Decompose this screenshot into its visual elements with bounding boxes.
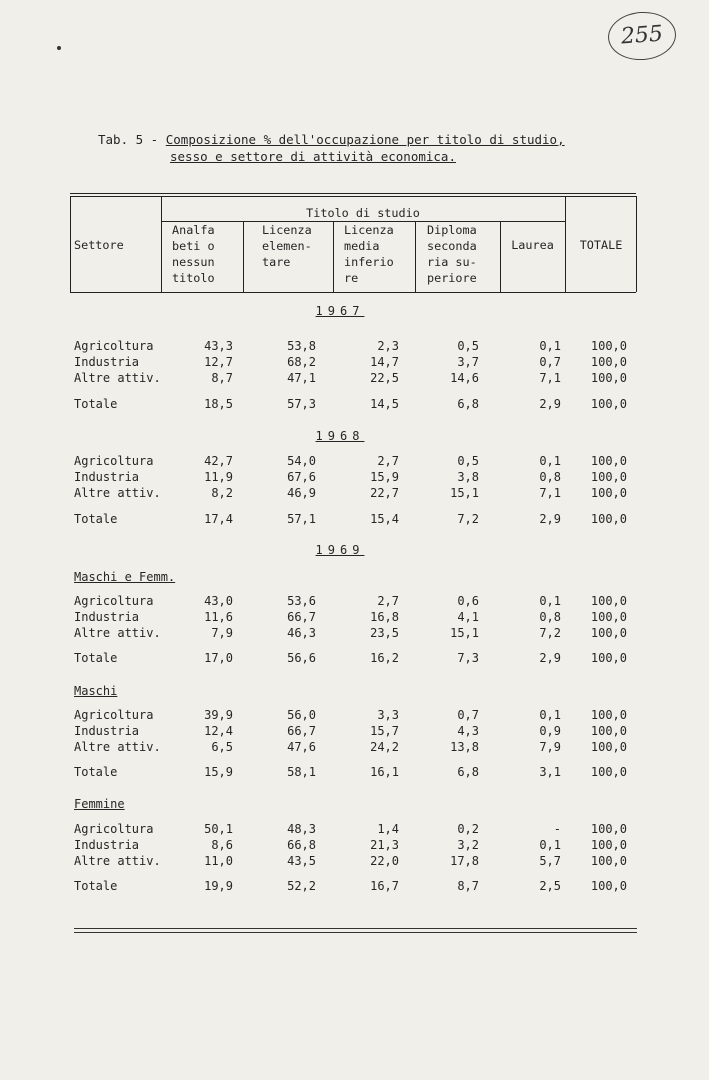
group-heading-maschi-e-femmine: Maschi e Femm. <box>74 570 176 584</box>
cell-licenza-elementare: 46,9 <box>287 486 316 500</box>
row-label: Agricoltura <box>74 339 154 353</box>
cell-licenza-media: 16,1 <box>370 765 399 779</box>
group-heading-maschi: Maschi <box>74 684 118 698</box>
cell-analfabeti: 43,3 <box>204 339 233 353</box>
table-row <box>0 723 709 739</box>
cell-diploma: 17,8 <box>450 854 479 868</box>
cell-licenza-elementare: 53,8 <box>287 339 316 353</box>
cell-totale: 100,0 <box>590 626 627 640</box>
header-line: seconda <box>427 239 477 253</box>
cell-diploma: 15,1 <box>450 486 479 500</box>
total-row <box>0 511 709 527</box>
cell-totale: 100,0 <box>590 470 627 484</box>
cell-analfabeti: 11,0 <box>204 854 233 868</box>
table-row <box>0 338 709 354</box>
cell-analfabeti: 42,7 <box>204 454 233 468</box>
row-label: Totale <box>74 512 118 526</box>
table-row <box>0 469 709 485</box>
cell-analfabeti: 8,7 <box>211 371 233 385</box>
table-row <box>0 837 709 853</box>
cell-analfabeti: 11,6 <box>204 610 233 624</box>
cell-totale: 100,0 <box>590 339 627 353</box>
header-divider <box>415 221 416 292</box>
cell-licenza-elementare: 56,6 <box>287 651 316 665</box>
cell-laurea: - <box>553 822 561 836</box>
total-row <box>0 396 709 412</box>
year-heading-1967 <box>290 304 390 318</box>
cell-analfabeti: 6,5 <box>211 740 233 754</box>
cell-totale: 100,0 <box>590 740 627 754</box>
header-line: media <box>344 239 380 253</box>
cell-licenza-media: 2,7 <box>377 454 399 468</box>
cell-totale: 100,0 <box>590 454 627 468</box>
cell-diploma: 4,3 <box>457 724 479 738</box>
cell-licenza-media: 15,9 <box>370 470 399 484</box>
row-label: Industria <box>74 724 140 738</box>
cell-laurea: 0,1 <box>539 708 561 722</box>
cell-analfabeti: 18,5 <box>204 397 233 411</box>
cell-licenza-elementare: 52,2 <box>287 879 316 893</box>
cell-totale: 100,0 <box>590 765 627 779</box>
table-row <box>0 609 709 625</box>
cell-laurea: 7,9 <box>539 740 561 754</box>
cell-totale: 100,0 <box>590 512 627 526</box>
header-bottom-border <box>70 292 636 293</box>
cell-laurea: 0,1 <box>539 454 561 468</box>
table-row <box>0 354 709 370</box>
header-top-border <box>70 193 636 194</box>
cell-laurea: 7,2 <box>539 626 561 640</box>
table-caption <box>98 131 565 165</box>
cell-licenza-media: 16,8 <box>370 610 399 624</box>
cell-licenza-elementare: 48,3 <box>287 822 316 836</box>
cell-licenza-elementare: 47,6 <box>287 740 316 754</box>
cell-analfabeti: 43,0 <box>204 594 233 608</box>
cell-licenza-media: 14,5 <box>370 397 399 411</box>
cell-laurea: 0,8 <box>539 470 561 484</box>
row-label: Altre attiv. <box>74 371 161 385</box>
cell-diploma: 7,2 <box>457 512 479 526</box>
cell-licenza-elementare: 56,0 <box>287 708 316 722</box>
table-row <box>0 707 709 723</box>
row-label: Altre attiv. <box>74 854 161 868</box>
cell-licenza-media: 2,7 <box>377 594 399 608</box>
cell-laurea: 0,1 <box>539 594 561 608</box>
cell-diploma: 8,7 <box>457 879 479 893</box>
page-number-stamp: 255 <box>606 10 677 63</box>
table-row <box>0 739 709 755</box>
cell-licenza-elementare: 47,1 <box>287 371 316 385</box>
cell-laurea: 0,7 <box>539 355 561 369</box>
cell-diploma: 4,1 <box>457 610 479 624</box>
header-line: beti o <box>172 239 215 253</box>
cell-laurea: 0,9 <box>539 724 561 738</box>
cell-licenza-media: 22,0 <box>370 854 399 868</box>
table-row <box>0 485 709 501</box>
cell-licenza-media: 23,5 <box>370 626 399 640</box>
cell-diploma: 15,1 <box>450 626 479 640</box>
table-row <box>0 853 709 869</box>
cell-totale: 100,0 <box>590 708 627 722</box>
cell-laurea: 2,9 <box>539 651 561 665</box>
table-row <box>0 370 709 386</box>
year-heading-1969 <box>290 543 390 557</box>
cell-licenza-elementare: 57,1 <box>287 512 316 526</box>
header-line: periore <box>427 271 477 285</box>
cell-analfabeti: 17,4 <box>204 512 233 526</box>
cell-laurea: 2,9 <box>539 512 561 526</box>
row-label: Agricoltura <box>74 822 154 836</box>
cell-licenza-media: 24,2 <box>370 740 399 754</box>
cell-diploma: 0,2 <box>457 822 479 836</box>
cell-diploma: 7,3 <box>457 651 479 665</box>
cell-laurea: 2,5 <box>539 879 561 893</box>
cell-totale: 100,0 <box>590 594 627 608</box>
header-line: re <box>344 271 359 285</box>
cell-licenza-elementare: 66,7 <box>287 724 316 738</box>
cell-licenza-media: 16,7 <box>370 879 399 893</box>
header-line: Analfa <box>172 223 215 237</box>
cell-totale: 100,0 <box>590 355 627 369</box>
cell-licenza-media: 22,5 <box>370 371 399 385</box>
header-col-diploma <box>427 222 477 286</box>
cell-analfabeti: 7,9 <box>211 626 233 640</box>
row-label: Altre attiv. <box>74 486 161 500</box>
cell-licenza-elementare: 57,3 <box>287 397 316 411</box>
header-divider <box>243 221 244 292</box>
header-divider <box>500 221 501 292</box>
cell-laurea: 5,7 <box>539 854 561 868</box>
cell-laurea: 0,8 <box>539 610 561 624</box>
cell-diploma: 3,7 <box>457 355 479 369</box>
cell-totale: 100,0 <box>590 724 627 738</box>
caption-label: Tab. 5 - <box>98 132 159 147</box>
row-label: Industria <box>74 610 140 624</box>
year-label: 1967 <box>315 304 365 318</box>
header-col-laurea <box>500 237 565 253</box>
cell-analfabeti: 50,1 <box>204 822 233 836</box>
cell-licenza-elementare: 54,0 <box>287 454 316 468</box>
header-col-licenza-elementare <box>262 222 312 270</box>
cell-analfabeti: 39,9 <box>204 708 233 722</box>
header-settore: Settore <box>74 238 124 252</box>
header-line: tare <box>262 255 291 269</box>
cell-analfabeti: 17,0 <box>204 651 233 665</box>
cell-laurea: 0,1 <box>539 838 561 852</box>
header-line: elemen- <box>262 239 312 253</box>
header-line: nessun <box>172 255 215 269</box>
cell-licenza-elementare: 46,3 <box>287 626 316 640</box>
row-label: Agricoltura <box>74 454 154 468</box>
header-line: ria su- <box>427 255 477 269</box>
total-row <box>0 764 709 780</box>
row-label: Altre attiv. <box>74 740 161 754</box>
cell-licenza-elementare: 66,8 <box>287 838 316 852</box>
ink-speck <box>57 46 61 50</box>
header-top-border-double <box>70 196 636 197</box>
cell-licenza-elementare: 66,7 <box>287 610 316 624</box>
cell-licenza-media: 15,7 <box>370 724 399 738</box>
cell-licenza-media: 3,3 <box>377 708 399 722</box>
header-col-analfabeti <box>172 222 215 286</box>
caption-title-line1: Composizione % dell'occupazione per titolo di studio, <box>165 132 565 147</box>
header-group-title: Titolo di studio <box>306 206 420 220</box>
cell-diploma: 0,7 <box>457 708 479 722</box>
year-label: 1968 <box>315 429 365 443</box>
row-label: Totale <box>74 879 118 893</box>
table-row <box>0 453 709 469</box>
cell-diploma: 6,8 <box>457 397 479 411</box>
cell-licenza-media: 16,2 <box>370 651 399 665</box>
cell-laurea: 3,1 <box>539 765 561 779</box>
cell-analfabeti: 19,9 <box>204 879 233 893</box>
cell-analfabeti: 8,6 <box>211 838 233 852</box>
cell-totale: 100,0 <box>590 854 627 868</box>
header-line: Laurea <box>511 238 554 252</box>
caption-title-line2: sesso e settore di attività economica. <box>170 149 456 164</box>
table-row <box>0 625 709 641</box>
row-label: Agricoltura <box>74 594 154 608</box>
cell-diploma: 0,5 <box>457 454 479 468</box>
row-label: Agricoltura <box>74 708 154 722</box>
row-label: Industria <box>74 355 140 369</box>
year-label: 1969 <box>315 543 365 557</box>
row-label: Altre attiv. <box>74 626 161 640</box>
row-label: Totale <box>74 765 118 779</box>
cell-analfabeti: 12,7 <box>204 355 233 369</box>
cell-licenza-media: 21,3 <box>370 838 399 852</box>
row-label: Industria <box>74 838 140 852</box>
cell-diploma: 6,8 <box>457 765 479 779</box>
table-row <box>0 821 709 837</box>
cell-licenza-media: 1,4 <box>377 822 399 836</box>
year-heading-1968 <box>290 429 390 443</box>
header-line: Licenza <box>344 223 394 237</box>
cell-totale: 100,0 <box>590 822 627 836</box>
total-row <box>0 878 709 894</box>
row-label: Totale <box>74 651 118 665</box>
header-col-licenza-media <box>344 222 394 286</box>
total-row <box>0 650 709 666</box>
cell-totale: 100,0 <box>590 397 627 411</box>
cell-totale: 100,0 <box>590 879 627 893</box>
header-line: inferio <box>344 255 394 269</box>
cell-analfabeti: 11,9 <box>204 470 233 484</box>
header-line: titolo <box>172 271 215 285</box>
cell-totale: 100,0 <box>590 651 627 665</box>
header-col-totale <box>565 237 637 253</box>
cell-analfabeti: 8,2 <box>211 486 233 500</box>
header-divider <box>333 221 334 292</box>
cell-licenza-elementare: 43,5 <box>287 854 316 868</box>
table-row <box>0 593 709 609</box>
cell-laurea: 7,1 <box>539 371 561 385</box>
cell-licenza-media: 2,3 <box>377 339 399 353</box>
cell-analfabeti: 12,4 <box>204 724 233 738</box>
cell-diploma: 13,8 <box>450 740 479 754</box>
cell-analfabeti: 15,9 <box>204 765 233 779</box>
cell-licenza-media: 14,7 <box>370 355 399 369</box>
row-label: Totale <box>74 397 118 411</box>
cell-totale: 100,0 <box>590 486 627 500</box>
cell-licenza-media: 15,4 <box>370 512 399 526</box>
group-heading-femmine: Femmine <box>74 797 125 811</box>
table-end-double-rule <box>74 928 637 933</box>
cell-totale: 100,0 <box>590 838 627 852</box>
cell-laurea: 0,1 <box>539 339 561 353</box>
header-left-border <box>70 196 71 292</box>
cell-totale: 100,0 <box>590 371 627 385</box>
cell-laurea: 7,1 <box>539 486 561 500</box>
cell-totale: 100,0 <box>590 610 627 624</box>
cell-diploma: 14,6 <box>450 371 479 385</box>
cell-diploma: 0,6 <box>457 594 479 608</box>
header-line: Diploma <box>427 223 477 237</box>
header-line: TOTALE <box>579 238 623 252</box>
cell-laurea: 2,9 <box>539 397 561 411</box>
cell-diploma: 3,2 <box>457 838 479 852</box>
cell-licenza-elementare: 68,2 <box>287 355 316 369</box>
cell-diploma: 3,8 <box>457 470 479 484</box>
cell-licenza-elementare: 67,6 <box>287 470 316 484</box>
cell-licenza-elementare: 58,1 <box>287 765 316 779</box>
cell-licenza-elementare: 53,6 <box>287 594 316 608</box>
header-line: Licenza <box>262 223 312 237</box>
cell-licenza-media: 22,7 <box>370 486 399 500</box>
row-label: Industria <box>74 470 140 484</box>
cell-diploma: 0,5 <box>457 339 479 353</box>
